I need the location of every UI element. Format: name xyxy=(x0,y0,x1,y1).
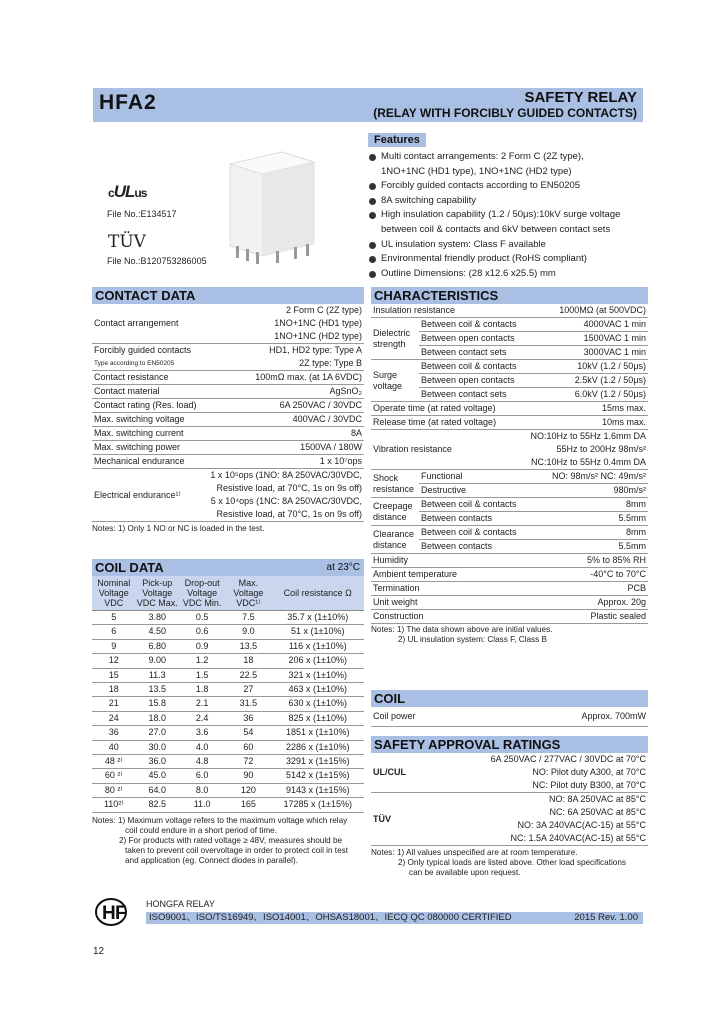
table-row xyxy=(92,441,364,455)
coil-header-row xyxy=(92,576,364,611)
coil-cell: 2.1 xyxy=(179,697,225,711)
coil-row xyxy=(92,769,364,783)
features-list xyxy=(368,150,648,281)
rating-value: NC: Pilot duty B300, at 70°C xyxy=(532,780,646,790)
row-value: -40°C to 70°C xyxy=(523,568,648,582)
row-label: Creepage distance xyxy=(371,498,419,526)
row-label: Forcibly guided contacts xyxy=(94,345,192,355)
coil-cell: 6 xyxy=(92,625,136,639)
row-value: NO: 98m/s² NC: 49m/s² xyxy=(523,470,648,484)
safety-section xyxy=(371,736,648,878)
rating-value: NO: Pilot duty A300, at 70°C xyxy=(532,767,646,777)
row-value: 980m/s² xyxy=(523,484,648,498)
column-header: Pick-up Voltage VDC Max. xyxy=(136,576,180,611)
coil-cell: 31.5 xyxy=(225,697,271,711)
row-value: 3000VAC 1 min xyxy=(523,346,648,360)
feature-item: 8A switching capability xyxy=(368,194,648,209)
footer-bar xyxy=(146,912,643,924)
coil-note: taken to prevent coil overvoltage in order to protect coil in test xyxy=(125,845,349,855)
row-label: Operate time (at rated voltage) xyxy=(371,402,523,416)
coil-cell: 13.5 xyxy=(225,639,271,653)
coil-cell: 22.5 xyxy=(225,668,271,682)
row-value: 55Hz to 200Hz 98m/s² xyxy=(556,444,646,454)
svg-text:F: F xyxy=(115,903,127,924)
table-row xyxy=(371,596,648,610)
product-subtitle: (RELAY WITH FORCIBLY GUIDED CONTACTS) xyxy=(373,106,637,120)
row-value: 5.5mm xyxy=(523,540,648,554)
coil-cell: 321 x (1±10%) xyxy=(272,668,365,682)
coil-cell: 206 x (1±10%) xyxy=(272,654,365,668)
row-label: Contact material xyxy=(92,385,203,399)
coil-cell: 0.5 xyxy=(179,611,225,625)
row-label: Humidity xyxy=(371,554,523,568)
coil-row xyxy=(92,711,364,725)
row-label: Termination xyxy=(371,582,523,596)
row-value: Resistive load, at 70°C, 1s on 9s off) xyxy=(216,509,362,519)
row-label: Surge voltage xyxy=(371,360,419,402)
feature-item: Outline Dimensions: (28 x12.6 x25.5) mm xyxy=(368,267,648,282)
row-label: Dielectric strength xyxy=(371,318,419,360)
coil-cell: 463 x (1±10%) xyxy=(272,683,365,697)
characteristics-section xyxy=(371,287,648,645)
row-value: 1NO+1NC (HD1 type) xyxy=(274,318,362,328)
table-row xyxy=(92,371,364,385)
company-name: HONGFA RELAY xyxy=(146,899,215,909)
table-row xyxy=(371,416,648,430)
coil-row xyxy=(92,683,364,697)
row-value: PCB xyxy=(523,582,648,596)
table-row xyxy=(92,469,364,522)
sub-label: Between contacts xyxy=(419,540,523,554)
footer-certs: ISO9001、ISO/TS16949、ISO14001、OHSAS18001、IECQ QC 080000 CERTIFIED xyxy=(149,912,512,923)
coil-cell: 4.0 xyxy=(179,740,225,754)
safety-table xyxy=(371,753,648,846)
coil-cell: 35.7 x (1±10%) xyxy=(272,611,365,625)
row-label: Electrical endurance¹⁾ xyxy=(92,469,203,522)
coil-cell: 120 xyxy=(225,783,271,797)
sub-label: Between open contacts xyxy=(419,374,523,388)
coil-cell: 80 ²⁾ xyxy=(92,783,136,797)
coil-row xyxy=(92,798,364,812)
ul-label: UL/CUL xyxy=(371,753,431,793)
row-label: Vibration resistance xyxy=(371,430,523,470)
row-value: Approx. 20g xyxy=(523,596,648,610)
table-row xyxy=(371,707,648,726)
coil-cell: 24 xyxy=(92,711,136,725)
coil-cell: 6.80 xyxy=(136,639,180,653)
column-header: Drop-out Voltage VDC Min. xyxy=(179,576,225,611)
safety-notes xyxy=(371,848,648,878)
coil-cell: 21 xyxy=(92,697,136,711)
coil-note: coil could endure in a short period of time. xyxy=(125,825,278,835)
characteristics-table xyxy=(371,304,648,624)
coil-cell: 1.2 xyxy=(179,654,225,668)
coil-row xyxy=(92,783,364,797)
coil-data-title: COIL DATA xyxy=(95,560,164,575)
contact-data-table xyxy=(92,304,364,522)
coil-row xyxy=(92,740,364,754)
sub-label: Functional xyxy=(419,470,523,484)
coil-cell: 0.9 xyxy=(179,639,225,653)
header-band xyxy=(93,88,643,122)
coil-row xyxy=(92,668,364,682)
characteristics-note: Notes: 1) The data shown above are initial values. xyxy=(371,625,553,634)
row-value: 5 x 10⁴ops (1NC: 8A 250VAC/30VDC, xyxy=(210,496,362,506)
rating-value: NC: 1.5A 240VAC(AC-15) at 55°C xyxy=(510,833,646,843)
coil-cell: 0.6 xyxy=(179,625,225,639)
coil-cell: 825 x (1±10%) xyxy=(272,711,365,725)
coil-data-header xyxy=(92,559,364,576)
coil-cell: 11.0 xyxy=(179,798,225,812)
coil-cell: 27.0 xyxy=(136,726,180,740)
model-title: HFA2 xyxy=(99,91,157,114)
sub-label: Between contact sets xyxy=(419,346,523,360)
safety-note: Notes: 1) All values unspecified are at room temperature. xyxy=(371,848,578,857)
coil-cell: 12 xyxy=(92,654,136,668)
table-row xyxy=(371,610,648,624)
row-value: 10kV (1.2 / 50μs) xyxy=(523,360,648,374)
coil-data-table xyxy=(92,576,364,813)
feature-item: Environmental friendly product (RoHS compliant) xyxy=(368,252,648,267)
row-label: Construction xyxy=(371,610,523,624)
characteristics-notes xyxy=(371,625,648,645)
table-row xyxy=(371,402,648,416)
row-label: Clearance distance xyxy=(371,526,419,554)
row-value: 1 x 10⁵ops (1NO: 8A 250VAC/30VDC, xyxy=(210,470,362,480)
table-row xyxy=(371,526,648,540)
table-row xyxy=(371,568,648,582)
coil-cell: 36 xyxy=(225,711,271,725)
coil-cell: 116 x (1±10%) xyxy=(272,639,365,653)
svg-text:H: H xyxy=(102,903,116,924)
feature-item: Forcibly guided contacts according to EN50205 xyxy=(368,179,648,194)
coil-body xyxy=(92,611,364,813)
row-value: Plastic sealed xyxy=(523,610,648,624)
row-label: Contact rating (Res. load) xyxy=(92,399,203,413)
coil-cell: 5 xyxy=(92,611,136,625)
row-value: NO:10Hz to 55Hz 1.6mm DA xyxy=(530,431,646,441)
ul-mark-logo: cULus xyxy=(108,182,147,201)
row-value: Resistive load, at 70°C, 1s on 9s off) xyxy=(216,483,362,493)
product-title: SAFETY RELAY xyxy=(524,89,637,106)
coil-cell: 15 xyxy=(92,668,136,682)
coil-data-temp: at 23°C xyxy=(326,562,360,573)
coil-power-title: COIL xyxy=(371,690,648,707)
coil-cell: 13.5 xyxy=(136,683,180,697)
coil-cell: 90 xyxy=(225,769,271,783)
features-label: Features xyxy=(368,133,426,147)
coil-cell: 54 xyxy=(225,726,271,740)
contact-data-title: CONTACT DATA xyxy=(92,287,364,304)
row-label: Shock resistance xyxy=(371,470,419,498)
sub-label: Destructive xyxy=(419,484,523,498)
row-value: Approx. 700mW xyxy=(483,707,648,726)
coil-row xyxy=(92,611,364,625)
table-row xyxy=(371,318,648,332)
coil-cell: 9143 x (1±15%) xyxy=(272,783,365,797)
coil-cell: 2286 x (1±10%) xyxy=(272,740,365,754)
sub-label: Between coil & contacts xyxy=(419,526,523,540)
safety-note: 2) Only typical loads are listed above. Other load specifications xyxy=(398,858,627,867)
row-label: Mechanical endurance xyxy=(92,455,203,469)
row-label: Release time (at rated voltage) xyxy=(371,416,523,430)
row-value: 8mm xyxy=(523,526,648,540)
table-row xyxy=(92,344,364,371)
row-value: 8mm xyxy=(523,498,648,512)
coil-cell: 8.0 xyxy=(179,783,225,797)
coil-cell: 1.8 xyxy=(179,683,225,697)
safety-note: can be available upon request. xyxy=(409,868,521,877)
coil-cell: 7.5 xyxy=(225,611,271,625)
column-header: Max. Voltage VDC¹⁾ xyxy=(225,576,271,611)
table-row xyxy=(92,304,364,344)
coil-cell: 51 x (1±10%) xyxy=(272,625,365,639)
row-value: NC:10Hz to 55Hz 0.4mm DA xyxy=(530,457,646,467)
coil-cell: 60 ²⁾ xyxy=(92,769,136,783)
table-row xyxy=(371,470,648,484)
coil-cell: 72 xyxy=(225,755,271,769)
coil-cell: 110²⁾ xyxy=(92,798,136,812)
feature-item: UL insulation system: Class F available xyxy=(368,238,648,253)
column-header: Nominal Voltage VDC xyxy=(92,576,136,611)
table-row xyxy=(371,793,648,846)
feature-item: Multi contact arrangements: 2 Form C (2Z type), xyxy=(368,150,648,165)
row-value: 6A 250VAC / 30VDC xyxy=(203,399,364,413)
characteristics-title: CHARACTERISTICS xyxy=(371,287,648,304)
feature-item: between coil & contacts and 6kV between contact sets xyxy=(381,223,611,235)
coil-cell: 165 xyxy=(225,798,271,812)
coil-note: Notes: 1) Maximum voltage refers to the maximum voltage which relay xyxy=(92,815,348,825)
table-row xyxy=(371,430,648,470)
coil-cell: 15.8 xyxy=(136,697,180,711)
row-label: Insulation resistance xyxy=(371,304,523,318)
table-row xyxy=(92,385,364,399)
rating-value: NO: 3A 240VAC(AC-15) at 55°C xyxy=(517,820,646,830)
coil-cell: 5142 x (1±15%) xyxy=(272,769,365,783)
coil-cell: 9.0 xyxy=(225,625,271,639)
coil-cell: 36.0 xyxy=(136,755,180,769)
coil-cell: 9 xyxy=(92,639,136,653)
hongfa-logo-icon xyxy=(93,897,141,927)
coil-cell: 82.5 xyxy=(136,798,180,812)
sub-label: Between coil & contacts xyxy=(419,498,523,512)
coil-cell: 6.0 xyxy=(179,769,225,783)
table-row xyxy=(92,427,364,441)
coil-notes xyxy=(92,816,364,866)
row-label: Max. switching power xyxy=(92,441,203,455)
coil-cell: 40 xyxy=(92,740,136,754)
coil-cell: 48 ²⁾ xyxy=(92,755,136,769)
coil-row xyxy=(92,654,364,668)
row-label: Max. switching current xyxy=(92,427,203,441)
coil-cell: 630 x (1±10%) xyxy=(272,697,365,711)
column-header: Coil resistance Ω xyxy=(272,576,365,611)
coil-cell: 36 xyxy=(92,726,136,740)
page-number: 12 xyxy=(93,946,105,957)
row-value: 5% to 85% RH xyxy=(523,554,648,568)
contact-data-section xyxy=(92,287,364,534)
footer-revision: 2015 Rev. 1.00 xyxy=(574,912,638,923)
table-row xyxy=(371,304,648,318)
coil-row xyxy=(92,726,364,740)
coil-row xyxy=(92,755,364,769)
coil-cell: 45.0 xyxy=(136,769,180,783)
row-value: 400VAC / 30VDC xyxy=(203,413,364,427)
coil-cell: 30.0 xyxy=(136,740,180,754)
row-value: 8A xyxy=(203,427,364,441)
row-value: 100mΩ max. (at 1A 6VDC) xyxy=(203,371,364,385)
row-value: 2Z type: Type B xyxy=(299,358,362,368)
row-value: 5.5mm xyxy=(523,512,648,526)
coil-cell: 3291 x (1±15%) xyxy=(272,755,365,769)
sub-label: Between coil & contacts xyxy=(419,360,523,374)
row-value: 4000VAC 1 min xyxy=(523,318,648,332)
coil-cell: 3.80 xyxy=(136,611,180,625)
row-value: 6.0kV (1.2 / 50μs) xyxy=(523,388,648,402)
coil-cell: 17285 x (1±15%) xyxy=(272,798,365,812)
coil-row xyxy=(92,697,364,711)
coil-cell: 1851 x (1±10%) xyxy=(272,726,365,740)
table-row xyxy=(92,413,364,427)
sub-label: Between contacts xyxy=(419,512,523,526)
contact-note: Notes: 1) Only 1 NO or NC is loaded in the test. xyxy=(92,524,265,533)
coil-row xyxy=(92,625,364,639)
rating-value: 6A 250VAC / 277VAC / 30VDC at 70°C xyxy=(490,754,646,764)
coil-cell: 9.00 xyxy=(136,654,180,668)
coil-cell: 4.8 xyxy=(179,755,225,769)
coil-cell: 4.50 xyxy=(136,625,180,639)
rating-value: NO: 8A 250VAC at 85°C xyxy=(549,794,646,804)
tuv-mark-logo: TÜV xyxy=(108,232,146,252)
table-row xyxy=(371,498,648,512)
characteristics-note: 2) UL insulation system: Class F, Class B xyxy=(398,635,547,644)
table-row xyxy=(92,399,364,413)
coil-row xyxy=(92,639,364,653)
table-row xyxy=(92,455,364,469)
row-label: Unit weight xyxy=(371,596,523,610)
table-row xyxy=(371,753,648,793)
feature-item: 1NO+1NC (HD1 type), 1NO+1NC (HD2 type) xyxy=(381,165,572,177)
row-label: Max. switching voltage xyxy=(92,413,203,427)
row-value: HD1, HD2 type: Type A xyxy=(269,345,362,355)
row-value: 15ms max. xyxy=(523,402,648,416)
table-row xyxy=(371,554,648,568)
coil-power-table xyxy=(371,707,648,727)
row-value: 2.5kV (1.2 / 50μs) xyxy=(523,374,648,388)
coil-cell: 18.0 xyxy=(136,711,180,725)
coil-data-section xyxy=(92,559,364,866)
coil-cell: 1.5 xyxy=(179,668,225,682)
tuv-file-number: File No.:B120753286005 xyxy=(107,256,207,266)
safety-title: SAFETY APPROVAL RATINGS xyxy=(371,736,648,753)
coil-note: and application (eg. Connect diodes in parallel). xyxy=(125,855,298,865)
table-row xyxy=(371,582,648,596)
tuv-label: TÜV xyxy=(371,793,431,846)
row-value: 1000MΩ (at 500VDC) xyxy=(523,304,648,318)
sub-label: Between contact sets xyxy=(419,388,523,402)
row-value: 2 Form C (2Z type) xyxy=(285,305,362,315)
coil-cell: 27 xyxy=(225,683,271,697)
relay-photo xyxy=(222,148,322,266)
table-row xyxy=(371,360,648,374)
coil-cell: 3.6 xyxy=(179,726,225,740)
row-value: AgSnO₂ xyxy=(203,385,364,399)
row-label: Coil power xyxy=(371,707,483,726)
sub-label: Between coil & contacts xyxy=(419,318,523,332)
coil-cell: 18 xyxy=(225,654,271,668)
ul-file-number: File No.:E134517 xyxy=(107,209,177,219)
coil-cell: 64.0 xyxy=(136,783,180,797)
row-value: 10ms max. xyxy=(523,416,648,430)
rating-value: NC: 6A 250VAC at 85°C xyxy=(549,807,646,817)
row-value: 1NO+1NC (HD2 type) xyxy=(274,331,362,341)
row-value: 1 x 10⁷ops xyxy=(203,455,364,469)
coil-note: 2) For products with rated voltage ≥ 48V, measures should be xyxy=(119,835,343,845)
coil-cell: 18 xyxy=(92,683,136,697)
row-value: 1500VA / 180W xyxy=(203,441,364,455)
row-label: Contact arrangement xyxy=(92,304,203,344)
coil-cell: 2.4 xyxy=(179,711,225,725)
row-label: Ambient temperature xyxy=(371,568,523,582)
coil-cell: 11.3 xyxy=(136,668,180,682)
feature-item: High insulation capability (1.2 / 50μs):10kV surge voltage xyxy=(368,208,648,223)
coil-power-section xyxy=(371,690,648,727)
row-label: Contact resistance xyxy=(92,371,203,385)
sub-label: Between open contacts xyxy=(419,332,523,346)
row-value: 1500VAC 1 min xyxy=(523,332,648,346)
row-sublabel: Type according to EN50205 xyxy=(94,360,175,367)
coil-cell: 60 xyxy=(225,740,271,754)
